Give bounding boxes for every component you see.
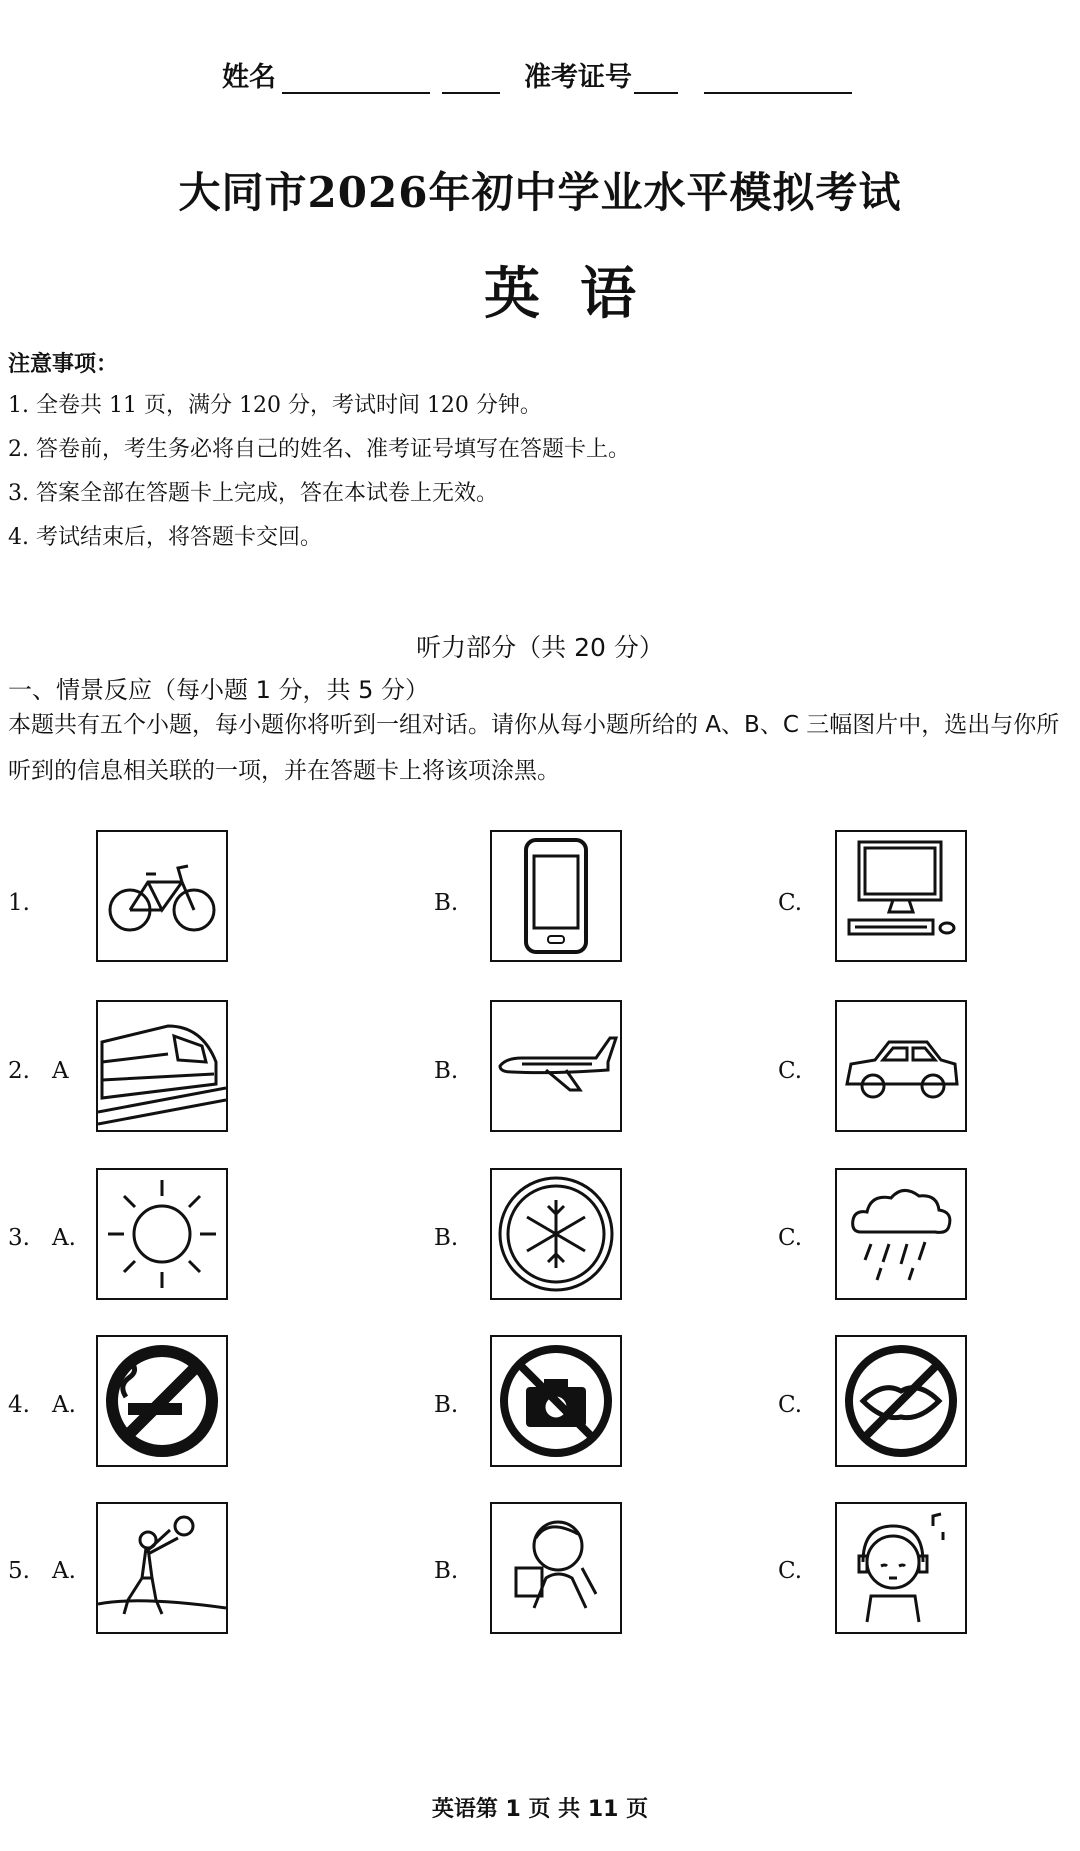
basketball-player-icon bbox=[98, 1504, 226, 1632]
option-image[interactable] bbox=[96, 1502, 228, 1634]
desktop-computer-icon bbox=[837, 832, 965, 960]
option-image[interactable] bbox=[490, 1168, 622, 1300]
exam-no-label: 准考证号 bbox=[524, 62, 632, 93]
option-image[interactable] bbox=[490, 1000, 622, 1132]
option-letter: B. bbox=[434, 1225, 459, 1251]
part-heading: 一、情景反应（每小题 1 分，共 5 分） bbox=[8, 676, 430, 704]
instruction-text: 本题共有五个小题，每小题你将听到一组对话。请你从每小题所给的 A、B、C 三幅图片中，选出与你所听到的信息相关联的一项，并在答题卡上将该项涂黑。 bbox=[8, 712, 1060, 784]
sun-icon bbox=[98, 1170, 226, 1298]
exam-title: 大同市2026年初中学业水平模拟考试 bbox=[178, 168, 902, 217]
option-letter: A. bbox=[52, 1225, 76, 1251]
subject-title: 英语 bbox=[484, 261, 676, 327]
exam-no-underline[interactable] bbox=[634, 92, 678, 94]
page-footer: 英语第 1 页 共 11 页 bbox=[431, 1797, 649, 1822]
car-icon bbox=[837, 1002, 965, 1130]
option-letter: C. bbox=[778, 1058, 803, 1084]
note-item: 4. 考试结束后，将答题卡交回。 bbox=[8, 525, 322, 550]
option-letter: B. bbox=[434, 1058, 459, 1084]
option-letter: A. bbox=[52, 1392, 76, 1418]
listening-section-title: 听力部分（共 20 分） bbox=[416, 633, 664, 662]
question-number: 3. bbox=[8, 1225, 30, 1251]
question-number: 5. bbox=[8, 1558, 30, 1584]
snowflake-icon bbox=[492, 1170, 620, 1298]
smartphone-icon bbox=[492, 832, 620, 960]
name-underline-2 bbox=[442, 92, 500, 94]
option-image[interactable] bbox=[490, 1335, 622, 1467]
name-label: 姓名 bbox=[222, 62, 276, 93]
option-image[interactable] bbox=[835, 830, 967, 962]
question-number: 2. bbox=[8, 1058, 30, 1084]
airplane-icon bbox=[492, 1002, 620, 1130]
note-item: 2. 答卷前，考生务必将自己的姓名、准考证号填写在答题卡上。 bbox=[8, 437, 630, 462]
no-smoking-icon bbox=[98, 1337, 226, 1465]
option-image[interactable] bbox=[96, 830, 228, 962]
option-letter: C. bbox=[778, 1392, 803, 1418]
name-underline[interactable] bbox=[282, 92, 430, 94]
rain-cloud-icon bbox=[837, 1170, 965, 1298]
option-image[interactable] bbox=[96, 1000, 228, 1132]
option-image[interactable] bbox=[490, 830, 622, 962]
option-letter: A. bbox=[52, 1558, 76, 1584]
no-talking-icon bbox=[837, 1337, 965, 1465]
option-image[interactable] bbox=[835, 1335, 967, 1467]
option-letter: B. bbox=[434, 1558, 459, 1584]
exam-no-underline-2 bbox=[704, 92, 852, 94]
question-number: 1. bbox=[8, 890, 30, 916]
option-image[interactable] bbox=[835, 1000, 967, 1132]
option-image[interactable] bbox=[835, 1502, 967, 1634]
question-number: 4. bbox=[8, 1392, 30, 1418]
option-image[interactable] bbox=[96, 1168, 228, 1300]
option-image[interactable] bbox=[835, 1168, 967, 1300]
option-image[interactable] bbox=[96, 1335, 228, 1467]
note-item: 3. 答案全部在答题卡上完成，答在本试卷上无效。 bbox=[8, 481, 498, 506]
option-letter: C. bbox=[778, 890, 803, 916]
option-letter: B. bbox=[434, 1392, 459, 1418]
option-image[interactable] bbox=[490, 1502, 622, 1634]
no-photo-icon bbox=[492, 1337, 620, 1465]
listening-music-icon bbox=[837, 1504, 965, 1632]
notes-heading: 注意事项： bbox=[8, 352, 119, 377]
option-letter: C. bbox=[778, 1225, 803, 1251]
option-letter: C. bbox=[778, 1558, 803, 1584]
note-item: 1. 全卷共 11 页，满分 120 分，考试时间 120 分钟。 bbox=[8, 393, 542, 418]
train-icon bbox=[98, 1002, 226, 1130]
reading-boy-icon bbox=[492, 1504, 620, 1632]
bicycle-icon bbox=[98, 832, 226, 960]
option-letter: A bbox=[52, 1058, 69, 1084]
option-letter: B. bbox=[434, 890, 459, 916]
